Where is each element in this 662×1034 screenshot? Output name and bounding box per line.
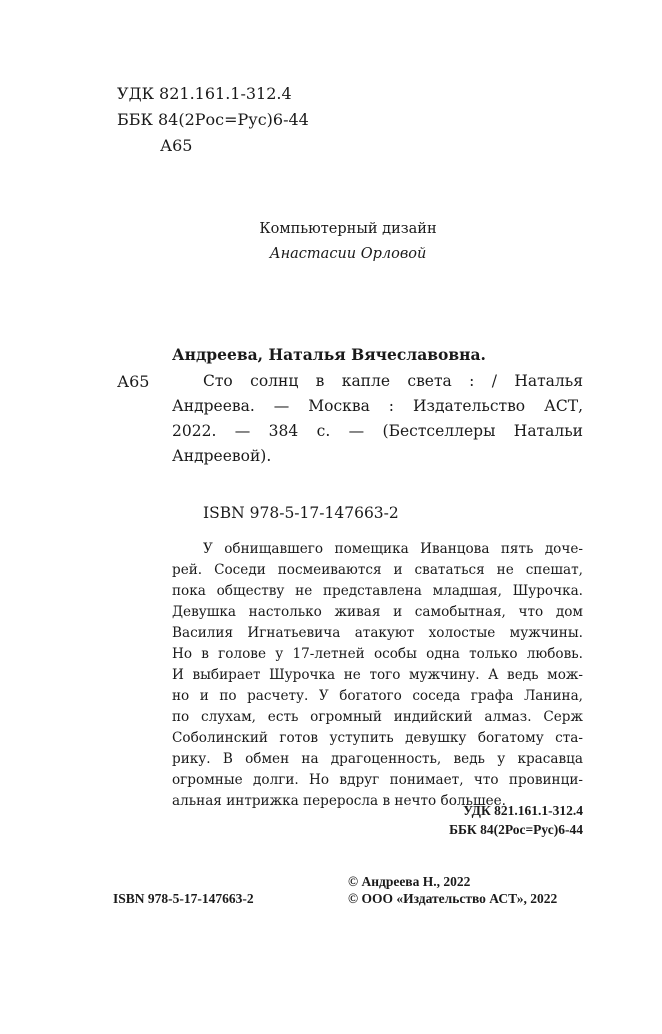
- annotation-line: И выбирает Шурочка не того мужчину. А ведь мож-: [172, 667, 583, 683]
- annotation-line: Девушка настолько живая и самобытная, что дом: [172, 604, 583, 620]
- annotation-line: рей. Соседи посмеиваются и свататься не спешат,: [172, 562, 583, 578]
- footer-bbk: ББК 84(2Рос=Рус)6-44: [449, 822, 583, 837]
- annotation-line: но и по расчету. У богатого соседа графа Ланина,: [172, 688, 583, 704]
- annotation-line: по слухам, есть огромный индийский алмаз. Серж: [172, 709, 583, 725]
- record-line: Сто солнц в капле света : / Наталья: [203, 372, 583, 390]
- annotation-line: рику. В обмен на драгоценность, ведь у красавца: [172, 751, 583, 767]
- record-author-sign: А65: [117, 372, 150, 391]
- footer-isbn: ISBN 978-5-17-147663-2: [113, 891, 254, 906]
- author-sign: А65: [160, 136, 193, 155]
- copyright-publisher: © ООО «Издательство АСТ», 2022: [348, 891, 558, 906]
- record-line: Андреева. — Москва : Издательство АСТ,: [172, 397, 583, 415]
- annotation-line: У обнищавшего помещика Иванцова пять доче-: [203, 541, 583, 557]
- annotation-line: Но в голове у 17-летней особы одна только любовь.: [172, 646, 583, 662]
- copyright-author: © Андреева Н., 2022: [348, 874, 471, 889]
- design-credit-label: Компьютерный дизайн: [259, 221, 437, 237]
- author-heading: Андреева, Наталья Вячеславовна.: [172, 345, 486, 364]
- annotation-line: Василия Игнатьевича атакуют холостые мужчины.: [172, 625, 583, 641]
- udk-code: УДК 821.161.1-312.4: [117, 84, 292, 103]
- annotation-line: пока обществу не представлена младшая, Шурочка.: [172, 583, 583, 599]
- annotation-line: альная интрижка переросла в нечто большее.: [172, 793, 506, 809]
- annotation-line: огромные долги. Но вдруг понимает, что провинци-: [172, 772, 583, 788]
- record-line: Андреевой).: [172, 447, 272, 465]
- annotation-line: Соболинский готов уступить девушку богатому ста-: [172, 730, 583, 746]
- footer-udk: УДК 821.161.1-312.4: [463, 803, 583, 818]
- record-isbn: ISBN 978-5-17-147663-2: [203, 504, 399, 522]
- design-credit-name: Анастасии Орловой: [269, 246, 427, 262]
- record-line: 2022. — 384 с. — (Бестселлеры Натальи: [172, 422, 583, 440]
- bbk-code: ББК 84(2Рос=Рус)6-44: [117, 110, 309, 129]
